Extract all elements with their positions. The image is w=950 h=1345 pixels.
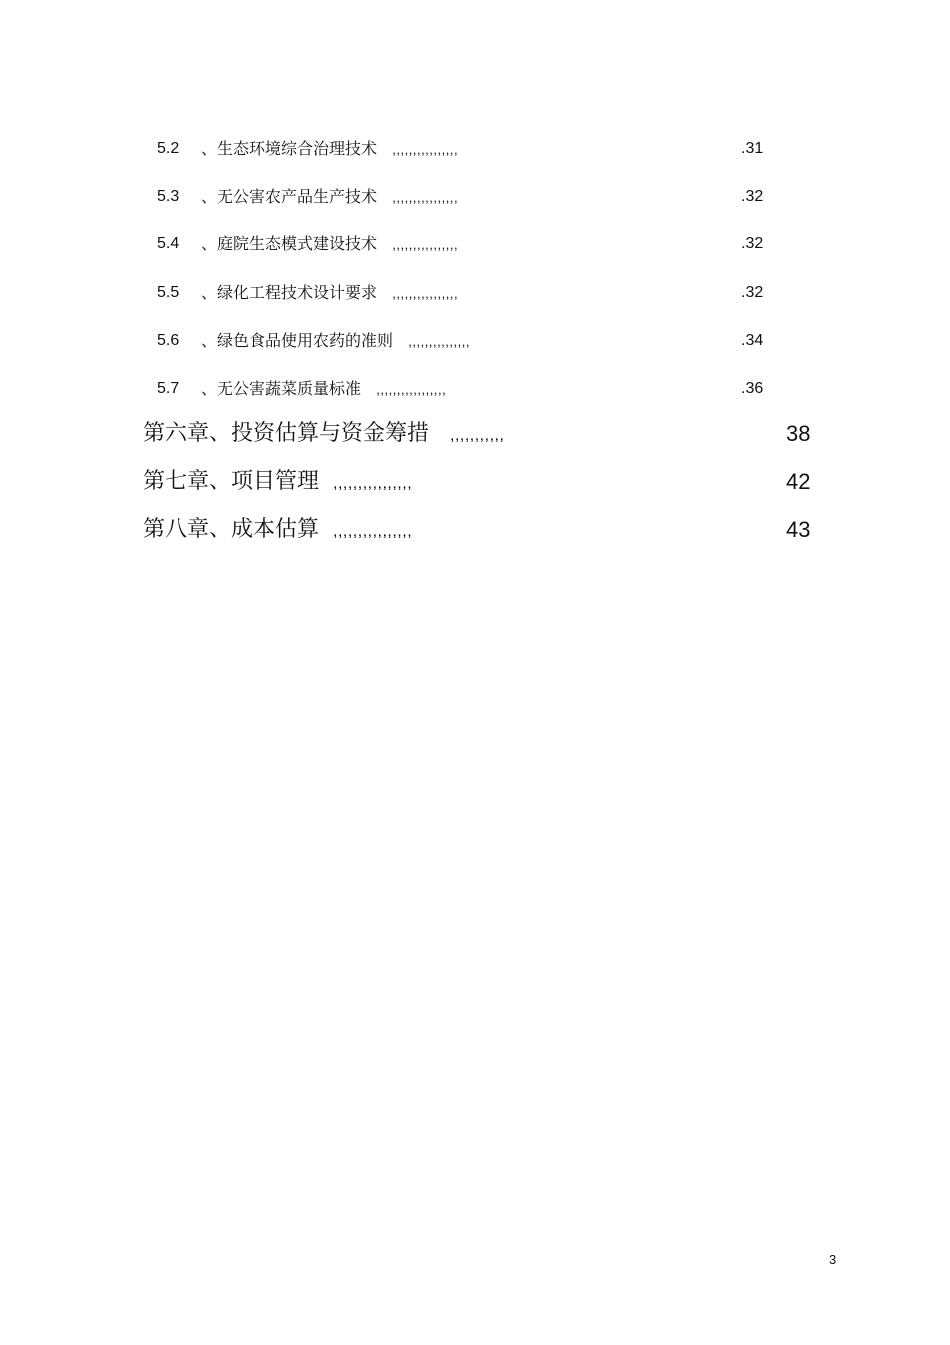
toc-entry-number: 5.5 bbox=[157, 284, 180, 301]
toc-entry-page: .34 bbox=[741, 332, 764, 349]
toc-entry-title: 、生态环境综合治理技术 ,,,,,,,,,,,,,,,, bbox=[201, 139, 459, 158]
toc-entry-page: .32 bbox=[741, 188, 764, 205]
toc-chapter-page: 43 bbox=[786, 517, 811, 542]
toc-entry-title: 、绿色食品使用农药的准则 ,,,,,,,,,,,,,,, bbox=[201, 331, 470, 350]
toc-entry-number: 5.4 bbox=[157, 235, 180, 252]
toc-leader-dots: ,,,,,,,,,,,,,,,,, bbox=[376, 382, 447, 397]
toc-entry-page: .32 bbox=[741, 284, 764, 301]
toc-entry-number: 5.7 bbox=[157, 380, 180, 397]
toc-chapter-page: 38 bbox=[786, 421, 811, 446]
toc-entry-title: 、无公害农产品生产技术 ,,,,,,,,,,,,,,,, bbox=[201, 187, 459, 206]
toc-entry-title: 、庭院生态模式建设技术 ,,,,,,,,,,,,,,,, bbox=[201, 234, 459, 253]
toc-entry-page: .32 bbox=[741, 235, 764, 252]
toc-chapter-page: 42 bbox=[786, 469, 811, 494]
toc-leader-dots: ,,,,,,,,,,, bbox=[450, 427, 505, 444]
toc-leader-dots: ,,,,,,,,,,,,,,,, bbox=[392, 142, 459, 157]
toc-entry-number: 5.3 bbox=[157, 188, 180, 205]
page-number: 3 bbox=[829, 1252, 837, 1267]
toc-chapter-title: 第八章、成本估算 ,,,,,,,,,,,,,,,, bbox=[143, 517, 413, 542]
toc-entry-number: 5.2 bbox=[157, 140, 180, 157]
toc-entry-page: .31 bbox=[741, 140, 764, 157]
toc-chapter-title: 第七章、项目管理 ,,,,,,,,,,,,,,,, bbox=[143, 469, 413, 494]
toc-entry-page: .36 bbox=[741, 380, 764, 397]
toc-leader-dots: ,,,,,,,,,,,,,,,, bbox=[333, 475, 413, 492]
toc-entry-title: 、绿化工程技术设计要求 ,,,,,,,,,,,,,,,, bbox=[201, 283, 459, 302]
toc-leader-dots: ,,,,,,,,,,,,,,,, bbox=[392, 237, 459, 252]
toc-entry-title: 、无公害蔬菜质量标准 ,,,,,,,,,,,,,,,,, bbox=[201, 379, 447, 398]
toc-leader-dots: ,,,,,,,,,,,,,,,, bbox=[392, 286, 459, 301]
toc-chapter-title: 第六章、投资估算与资金筹措 ,,,,,,,,,,, bbox=[143, 421, 505, 446]
toc-leader-dots: ,,,,,,,,,,,,,,, bbox=[408, 334, 470, 349]
toc-entry-number: 5.6 bbox=[157, 332, 180, 349]
toc-leader-dots: ,,,,,,,,,,,,,,,, bbox=[392, 190, 459, 205]
toc-leader-dots: ,,,,,,,,,,,,,,,, bbox=[333, 523, 413, 540]
